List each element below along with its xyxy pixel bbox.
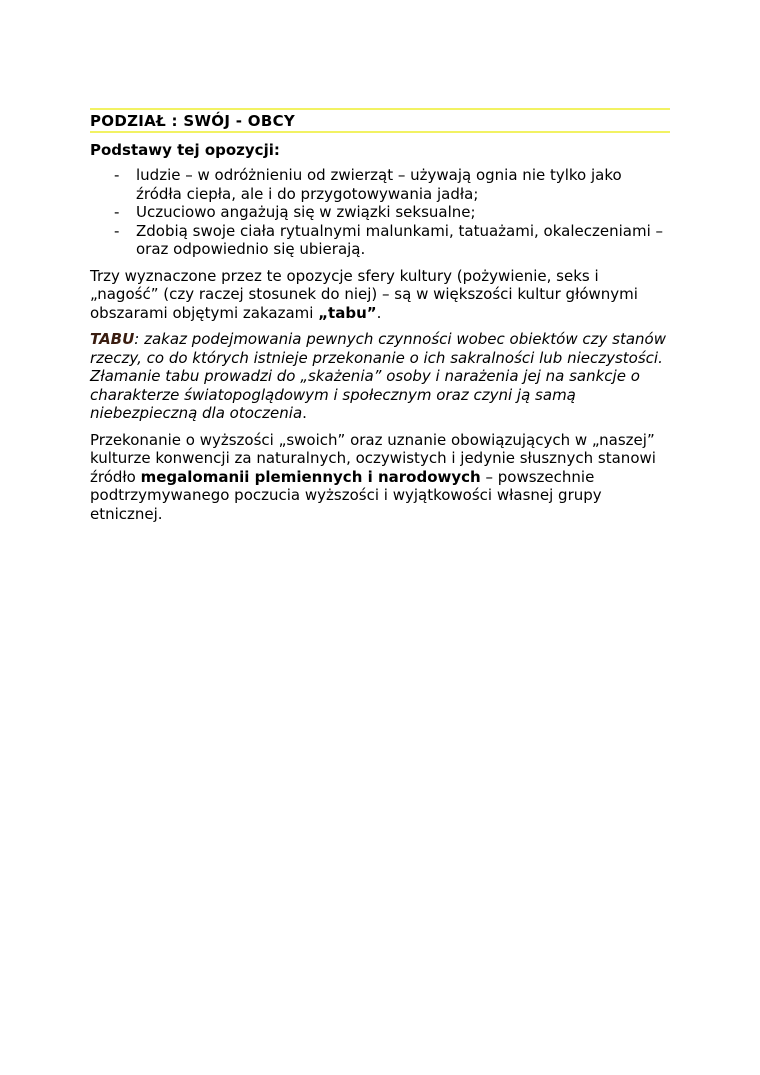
- paragraph-text-end: .: [376, 303, 382, 322]
- list-item-text: Zdobią swoje ciała rytualnymi malunkami, tatuażami, okaleczeniami – oraz odpowiednio się ubierają.: [136, 221, 663, 258]
- list-item-text: ludzie – w odróżnieniu od zwierząt – używają ognia nie tylko jako źródła ciepła, ale i do przygotowywania jadła;: [136, 166, 622, 203]
- paragraph-culture-spheres: [90, 267, 670, 323]
- list-dash: -: [114, 221, 120, 240]
- subheading: Podstawy tej opozycji:: [90, 141, 280, 159]
- paragraph-text: Przekonanie o wyższości „swoich” oraz uznanie obowiązujących w „naszej” kulturze konwencji za naturalnych, oczywistych i jedynie słusznych stanowi źródło: [90, 430, 656, 486]
- list-dash: -: [114, 203, 120, 221]
- megalomania-emphasis: megalomanii plemiennych i narodowych: [140, 467, 481, 486]
- title-bar: [90, 108, 670, 133]
- list-item: [90, 166, 670, 203]
- document-page: [90, 108, 670, 531]
- paragraph-megalomania: [90, 431, 670, 524]
- tabu-term: TABU: [90, 330, 135, 348]
- tabu-definition-end: .: [302, 404, 307, 422]
- opposition-list: [90, 166, 670, 259]
- document-title: PODZIAŁ : SWÓJ - OBCY: [90, 112, 296, 130]
- list-dash: -: [114, 166, 120, 184]
- paragraph-text: Trzy wyznaczone przez te opozycje sfery kultury (pożywienie, seks i „nagość” (czy raczej stosunek do niej) – są w większości kultur głównymi obszarami objętymi zakazami: [90, 266, 638, 322]
- tabu-emphasis: „tabu”: [318, 303, 377, 322]
- tabu-definition-text: : zakaz podejmowania pewnych czynności wobec obiektów czy stanów rzeczy, co do których istnieje przekonanie o ich sakralności lub nieczystości. Złamanie tabu prowadzi do „skażenia” osoby i narażenia jej na sankcje o charakterze światopoglądowym i społecznym oraz czyni ją samą niebezpieczną dla otoczenia: [90, 330, 667, 422]
- list-item: [90, 203, 670, 222]
- list-item: [90, 222, 670, 259]
- paragraph-tabu-definition: [90, 330, 670, 423]
- list-item-text: Uczuciowo angażują się w związki seksualne;: [136, 203, 476, 221]
- paragraph-text-end: – powszechnie podtrzymywanego poczucia wyższości i wyjątkowości własnej grupy etnicznej.: [90, 467, 602, 523]
